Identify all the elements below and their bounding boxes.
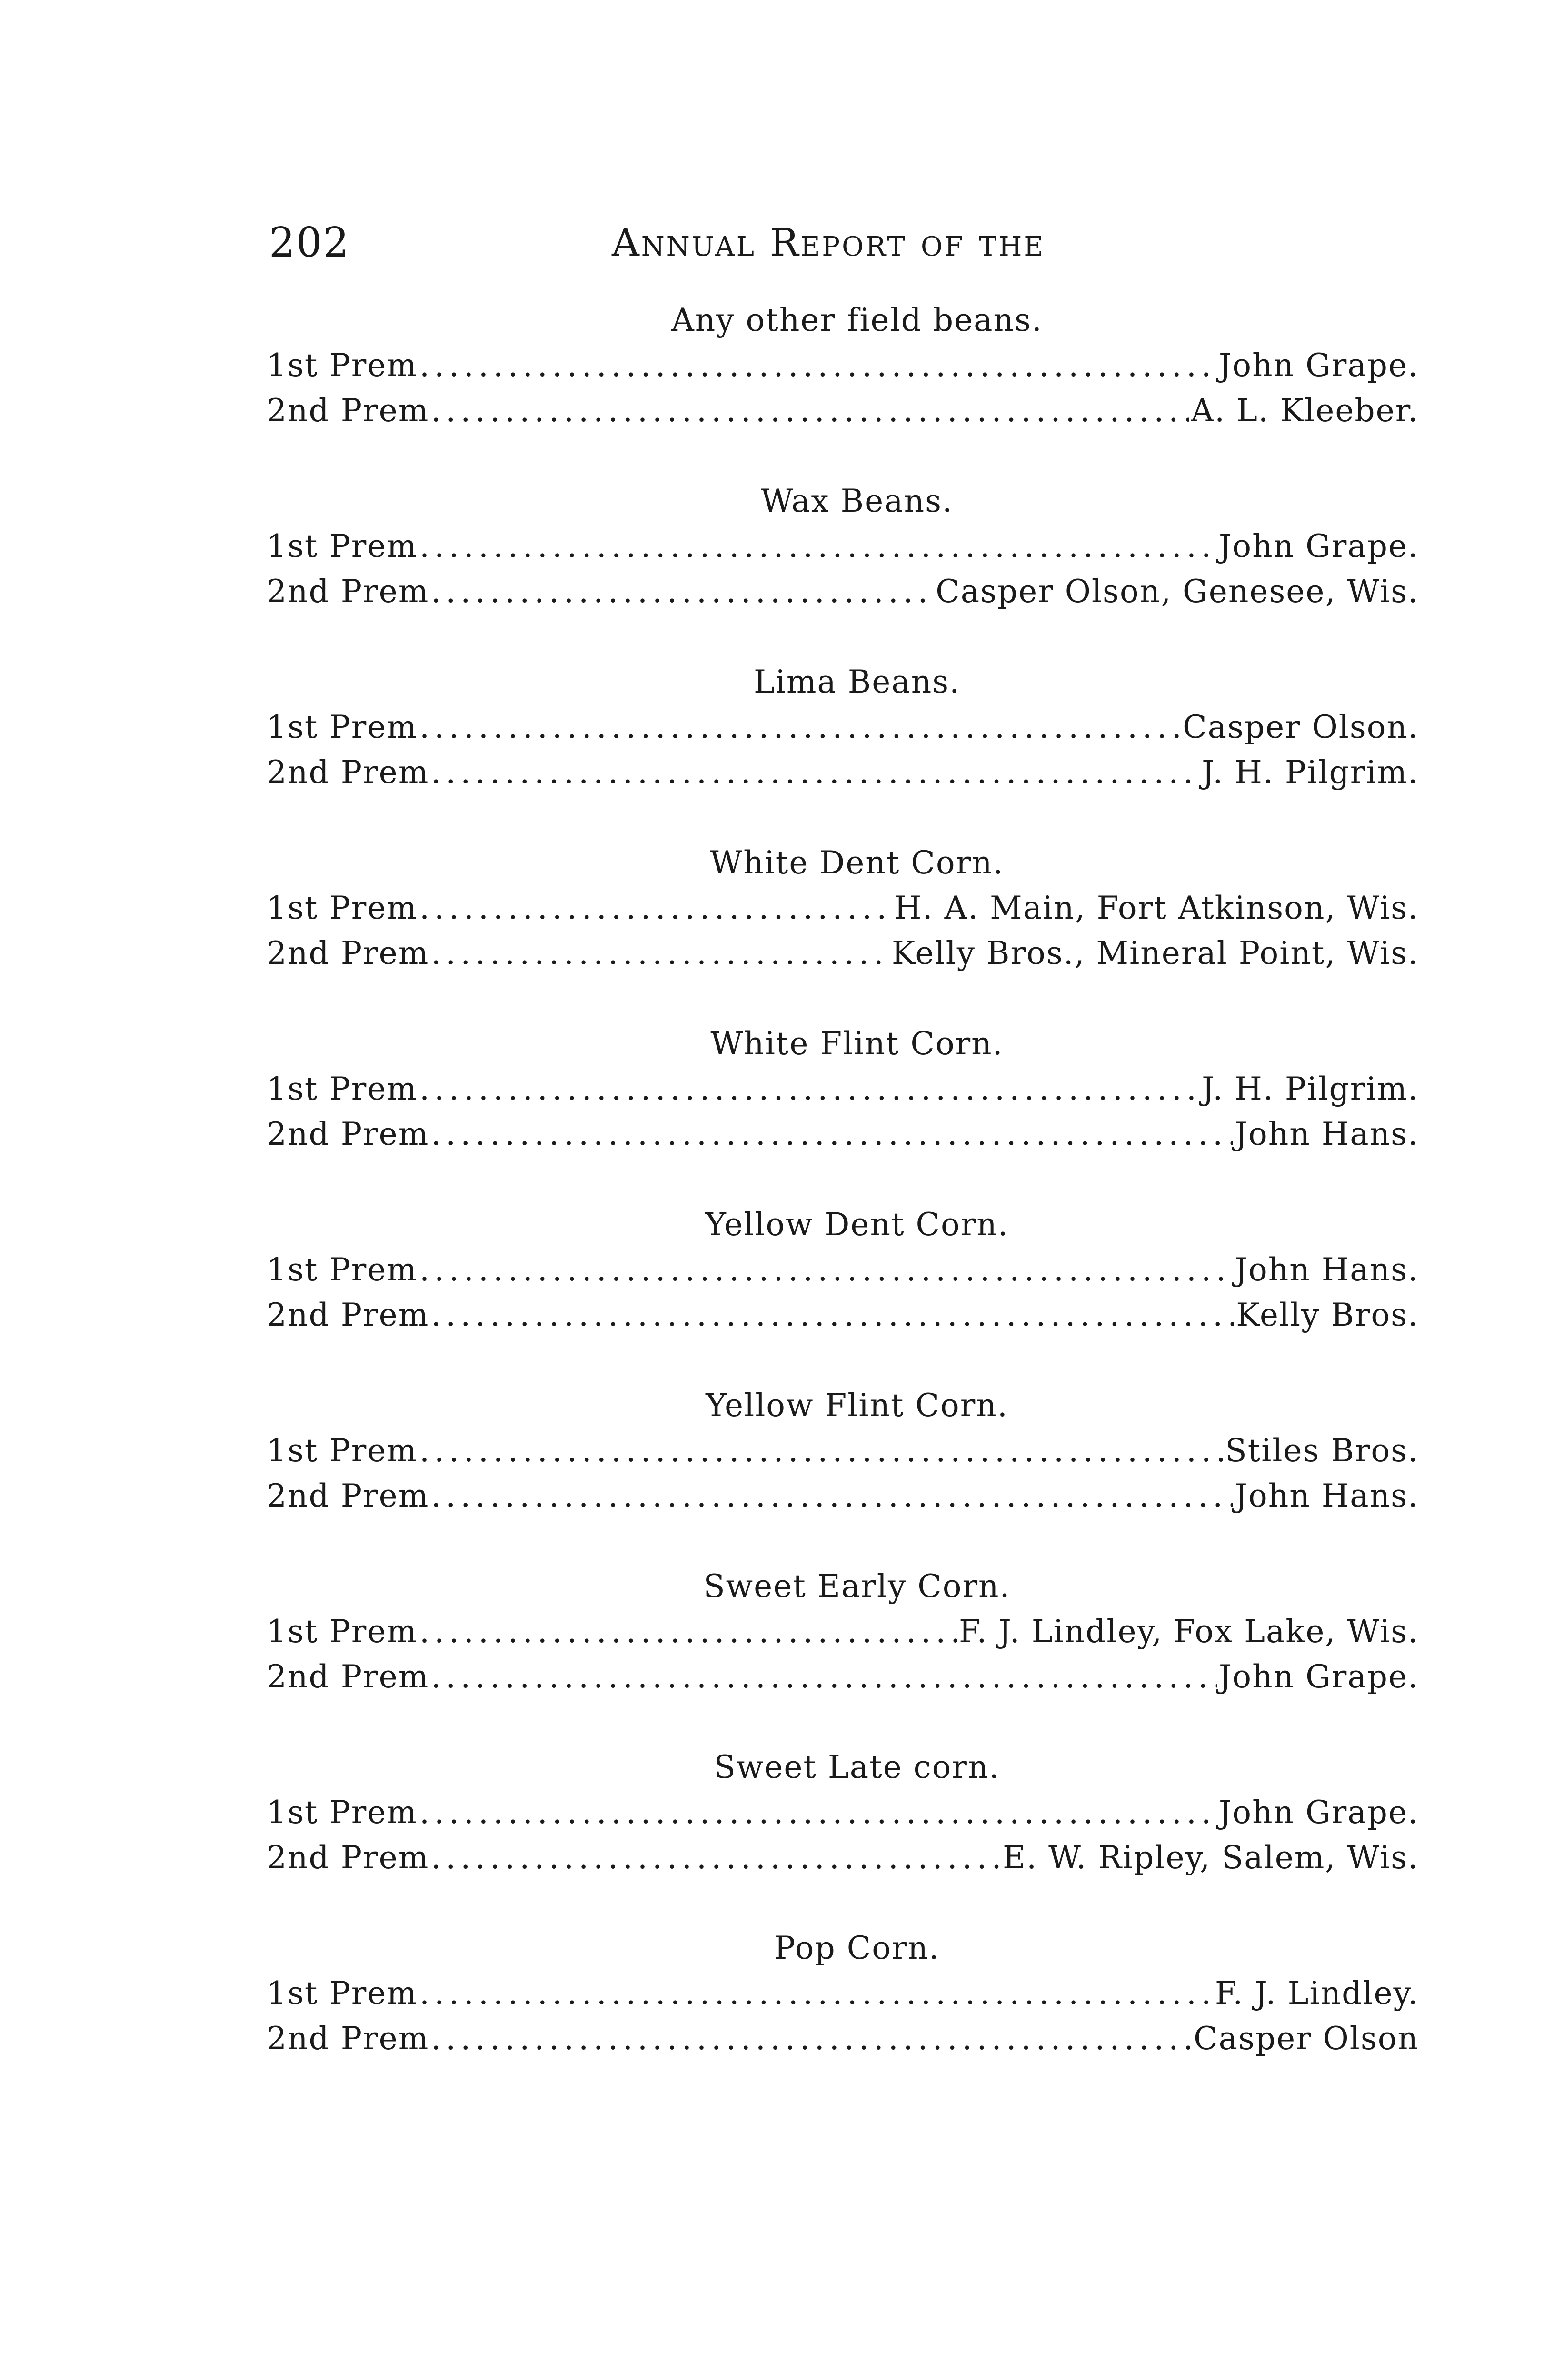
dot-leader bbox=[419, 343, 1217, 388]
winner-name: John Hans. bbox=[1235, 1116, 1419, 1152]
dot-leader bbox=[431, 750, 1200, 795]
dot-leader bbox=[431, 1292, 1234, 1338]
premium-entry bbox=[267, 1654, 1419, 1699]
dot-leader bbox=[431, 1111, 1233, 1157]
premium-entry bbox=[267, 1790, 1419, 1835]
premium-label: 1st Prem bbox=[267, 1251, 418, 1288]
dot-leader bbox=[419, 1609, 957, 1654]
section-title: Sweet Early Corn. bbox=[703, 1568, 1011, 1605]
winner-name: Kelly Bros. bbox=[1236, 1297, 1419, 1333]
dot-leader bbox=[419, 524, 1217, 569]
dot-leader bbox=[431, 569, 934, 614]
winner-name: Casper Olson bbox=[1194, 2020, 1419, 2057]
premium-label: 2nd Prem bbox=[267, 1478, 429, 1514]
premium-entry bbox=[267, 1609, 1419, 1654]
premium-section bbox=[267, 659, 1419, 840]
premium-entry bbox=[267, 1292, 1419, 1338]
premium-entry bbox=[267, 2016, 1419, 2061]
premium-entry bbox=[267, 1111, 1419, 1157]
winner-name: Casper Olson, Genesee, Wis. bbox=[936, 573, 1419, 610]
premium-entry bbox=[267, 1066, 1419, 1111]
premium-label: 2nd Prem bbox=[267, 1116, 429, 1152]
premium-label: 2nd Prem bbox=[267, 935, 429, 972]
running-head: Annual Report of the bbox=[612, 220, 1046, 265]
premium-entry bbox=[267, 750, 1419, 795]
dot-leader bbox=[431, 2016, 1192, 2061]
premium-entry bbox=[267, 388, 1419, 433]
premium-section bbox=[267, 1383, 1419, 1564]
premium-label: 1st Prem bbox=[267, 528, 418, 565]
premium-label: 1st Prem bbox=[267, 1794, 418, 1831]
premium-label: 2nd Prem bbox=[267, 573, 429, 610]
premium-entry bbox=[267, 1428, 1419, 1473]
premium-label: 2nd Prem bbox=[267, 1297, 429, 1333]
winner-name: J. H. Pilgrim. bbox=[1202, 754, 1419, 791]
section-title: Yellow Flint Corn. bbox=[706, 1387, 1008, 1424]
dot-leader bbox=[431, 1473, 1233, 1518]
premium-section bbox=[267, 1202, 1419, 1383]
winner-name: Casper Olson. bbox=[1183, 709, 1419, 745]
winner-name: John Grape. bbox=[1218, 1794, 1419, 1831]
winner-name: A. L. Kleeber. bbox=[1191, 392, 1419, 429]
premium-list bbox=[267, 298, 1419, 2106]
premium-section bbox=[267, 298, 1419, 478]
dot-leader bbox=[419, 1066, 1200, 1111]
winner-name: F. J. Lindley. bbox=[1215, 1975, 1419, 2012]
section-title: Lima Beans. bbox=[753, 664, 961, 700]
premium-entry bbox=[267, 931, 1419, 976]
dot-leader bbox=[419, 1428, 1224, 1473]
dot-leader bbox=[431, 388, 1189, 433]
premium-label: 1st Prem bbox=[267, 1613, 418, 1650]
premium-entry bbox=[267, 1971, 1419, 2016]
dot-leader bbox=[419, 1971, 1213, 2016]
section-title: White Flint Corn. bbox=[710, 1025, 1004, 1062]
premium-entry bbox=[267, 704, 1419, 750]
winner-name: Stiles Bros. bbox=[1225, 1432, 1419, 1469]
premium-section bbox=[267, 1745, 1419, 1925]
dot-leader bbox=[419, 1247, 1233, 1292]
premium-entry bbox=[267, 343, 1419, 388]
premium-section bbox=[267, 1925, 1419, 2106]
winner-name: Kelly Bros., Mineral Point, Wis. bbox=[891, 935, 1419, 972]
premium-label: 2nd Prem bbox=[267, 392, 429, 429]
winner-name: John Grape. bbox=[1218, 347, 1419, 384]
premium-label: 2nd Prem bbox=[267, 1658, 429, 1695]
premium-label: 2nd Prem bbox=[267, 754, 429, 791]
winner-name: John Hans. bbox=[1235, 1478, 1419, 1514]
premium-entry bbox=[267, 1247, 1419, 1292]
premium-section bbox=[267, 840, 1419, 1021]
section-title: Sweet Late corn. bbox=[714, 1749, 1000, 1785]
section-title: Yellow Dent Corn. bbox=[705, 1206, 1009, 1243]
premium-section bbox=[267, 1021, 1419, 1202]
premium-entry bbox=[267, 1835, 1419, 1880]
premium-label: 1st Prem bbox=[267, 890, 418, 926]
premium-entry bbox=[267, 569, 1419, 614]
dot-leader bbox=[419, 704, 1181, 750]
premium-section bbox=[267, 1564, 1419, 1745]
premium-label: 1st Prem bbox=[267, 347, 418, 384]
premium-entry bbox=[267, 885, 1419, 931]
section-title: Pop Corn. bbox=[774, 1930, 940, 1966]
premium-label: 1st Prem bbox=[267, 1432, 418, 1469]
winner-name: J. H. Pilgrim. bbox=[1202, 1071, 1419, 1107]
premium-entry bbox=[267, 524, 1419, 569]
dot-leader bbox=[431, 1835, 1001, 1880]
premium-label: 1st Prem bbox=[267, 1975, 418, 2012]
premium-label: 1st Prem bbox=[267, 709, 418, 745]
dot-leader bbox=[419, 1790, 1217, 1835]
winner-name: E. W. Ripley, Salem, Wis. bbox=[1002, 1839, 1419, 1876]
winner-name: H. A. Main, Fort Atkinson, Wis. bbox=[894, 890, 1419, 926]
dot-leader bbox=[419, 885, 892, 931]
section-title: Any other field beans. bbox=[671, 302, 1043, 338]
premium-label: 1st Prem bbox=[267, 1071, 418, 1107]
page-header bbox=[269, 217, 1412, 274]
premium-entry bbox=[267, 1473, 1419, 1518]
winner-name: John Grape. bbox=[1218, 528, 1419, 565]
premium-section bbox=[267, 478, 1419, 659]
winner-name: John Grape. bbox=[1218, 1658, 1419, 1695]
section-title: White Dent Corn. bbox=[710, 844, 1004, 881]
premium-label: 2nd Prem bbox=[267, 2020, 429, 2057]
page-number: 202 bbox=[269, 219, 350, 267]
winner-name: John Hans. bbox=[1235, 1251, 1419, 1288]
section-title: Wax Beans. bbox=[761, 483, 953, 519]
dot-leader bbox=[431, 1654, 1217, 1699]
winner-name: F. J. Lindley, Fox Lake, Wis. bbox=[958, 1613, 1419, 1650]
premium-label: 2nd Prem bbox=[267, 1839, 429, 1876]
dot-leader bbox=[431, 931, 890, 976]
